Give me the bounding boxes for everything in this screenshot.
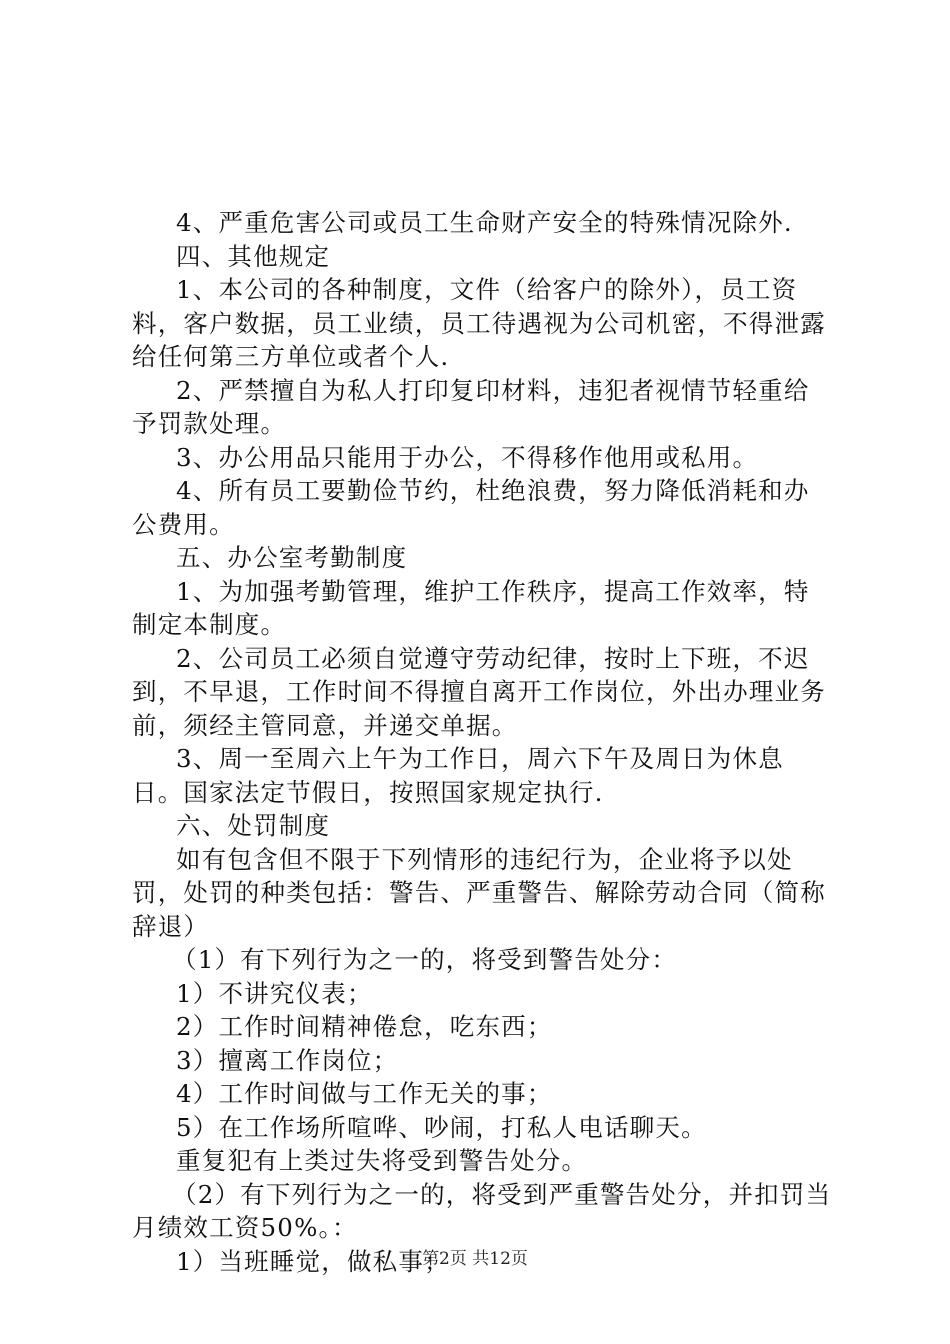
list-item: 1）当班睡觉，做私事； (176, 1246, 450, 1276)
list-item: 5）在工作场所喧哗、吵闹，打私人电话聊天。 (176, 1112, 707, 1142)
paragraph: 如有包含但不限于下列情形的违纪行为，企业将予以处罚，处罚的种类包括：警告、严重警告、解除劳动合同（简称辞退） (132, 844, 826, 941)
page-footer: 第2页 共12页 (422, 1249, 528, 1269)
paragraph: 重复犯有上类过失将受到警告处分。 (176, 1146, 588, 1175)
section-heading: 六、处罚制度 (176, 811, 331, 840)
paragraph: 3、周一至周六上午为工作日，周六下午及周日为休息日。国家法定节假日，按照国家规定执行. (132, 744, 784, 807)
list-heading: （2）有下列行为之一的，将受到严重警告处分，并扣罚当月绩效工资50%。： (132, 1179, 832, 1242)
document-body (132, 206, 832, 1278)
section-heading: 四、其他规定 (176, 241, 331, 271)
list-item: 4）工作时间做与工作无关的事； (176, 1079, 553, 1108)
paragraph: 3、办公用品只能用于办公，不得移作他用或私用。 (176, 442, 759, 472)
section-heading: 五、办公室考勤制度 (176, 543, 408, 572)
paragraph: 2、严禁擅自为私人打印复印材料，违犯者视情节轻重给予罚款处理。 (132, 375, 810, 438)
list-item: 2）工作时间精神倦怠，吃东西； (176, 1012, 553, 1041)
list-heading: （1）有下列行为之一的，将受到警告处分： (172, 945, 678, 974)
list-item: 1）不讲究仪表； (176, 978, 373, 1008)
paragraph: 1、为加强考勤管理，维护工作秩序，提高工作效率，特制定本制度。 (132, 576, 810, 639)
list-item: 3）擅离工作岗位； (176, 1045, 399, 1075)
paragraph: 4、严重危害公司或员工生命财产安全的特殊情况除外. (176, 208, 793, 237)
paragraph: 1、本公司的各种制度，文件（给客户的除外），员工资料，客户数据，员工业绩，员工待遇视为公司机密，不得泄露给任何第三方单位或者个人. (132, 275, 826, 371)
paragraph: 4、所有员工要勤俭节约，杜绝浪费，努力降低消耗和办公费用。 (132, 476, 810, 539)
paragraph: 2、公司员工必须自觉遵守劳动纪律，按时上下班，不迟到，不早退，工作时间不得擅自离开工作岗位，外出办理业务前，须经主管同意，并递交单据。 (132, 643, 826, 740)
